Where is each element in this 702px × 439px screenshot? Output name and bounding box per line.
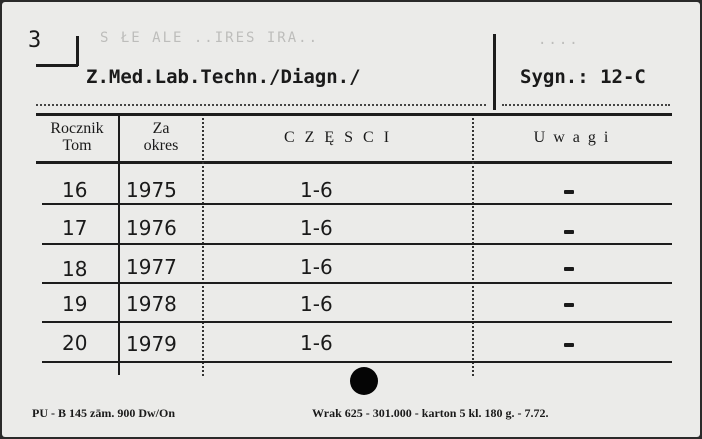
footer-left: PU - B 145 zām. 900 Dw/On — [32, 406, 175, 420]
header-bottom-rule — [36, 161, 672, 164]
table-top-rule — [36, 113, 672, 116]
row-2-czesci: 1-6 — [300, 216, 333, 240]
row-3-czesci: 1-6 — [300, 255, 333, 279]
row-1-uwagi-dash — [564, 190, 574, 194]
row-3-rocznik: 18 — [62, 257, 88, 281]
row-1-rocznik: 16 — [62, 178, 88, 202]
row-2-okres: 1976 — [126, 216, 177, 240]
row-4-rocznik: 19 — [62, 292, 88, 316]
row-1-okres: 1975 — [126, 178, 177, 202]
number-underline — [36, 64, 78, 67]
col-divider-3 — [472, 118, 474, 376]
footer-right: Wrak 625 - 301.000 - karton 5 kl. 180 g. - 7.72. — [312, 406, 549, 420]
punch-hole — [350, 367, 378, 395]
row-rule-2 — [42, 243, 672, 245]
row-rule-5 — [42, 361, 672, 363]
signature-dotted-rule — [502, 104, 670, 106]
catalog-card — [2, 2, 700, 437]
row-4-czesci: 1-6 — [300, 292, 333, 316]
title-dotted-rule — [36, 104, 486, 106]
header-okres: Za okres — [143, 120, 179, 154]
number-divider — [76, 36, 79, 66]
faded-imprint-top: S ŁE ALE ..IRES IRA.. — [100, 30, 320, 46]
faded-imprint-right: .... — [538, 32, 580, 48]
card-title: Z.Med.Lab.Techn./Diagn./ — [86, 66, 361, 88]
row-4-okres: 1978 — [126, 292, 177, 316]
row-rule-4 — [42, 321, 672, 323]
row-4-uwagi-dash — [564, 303, 574, 307]
header-czesci: C Z Ę S C I — [283, 129, 393, 146]
row-5-czesci: 1-6 — [300, 331, 333, 355]
col-divider-2 — [202, 118, 204, 376]
header-rocznik: Rocznik Tom — [50, 120, 104, 154]
row-rule-1 — [42, 203, 672, 205]
row-5-okres: 1979 — [126, 332, 177, 356]
row-3-uwagi-dash — [564, 267, 574, 271]
card-number: 3 — [28, 28, 42, 53]
signature-divider — [493, 34, 496, 110]
signature-label: Sygn.: 12-C — [520, 66, 646, 88]
row-3-okres: 1977 — [126, 255, 177, 279]
row-1-czesci: 1-6 — [300, 178, 333, 202]
row-5-rocznik: 20 — [62, 331, 88, 355]
row-rule-3 — [42, 282, 672, 284]
row-5-uwagi-dash — [564, 343, 574, 347]
header-uwagi: U w a g i — [533, 129, 611, 146]
row-2-uwagi-dash — [564, 230, 574, 234]
row-2-rocznik: 17 — [62, 216, 88, 240]
col-divider-1 — [118, 115, 120, 375]
